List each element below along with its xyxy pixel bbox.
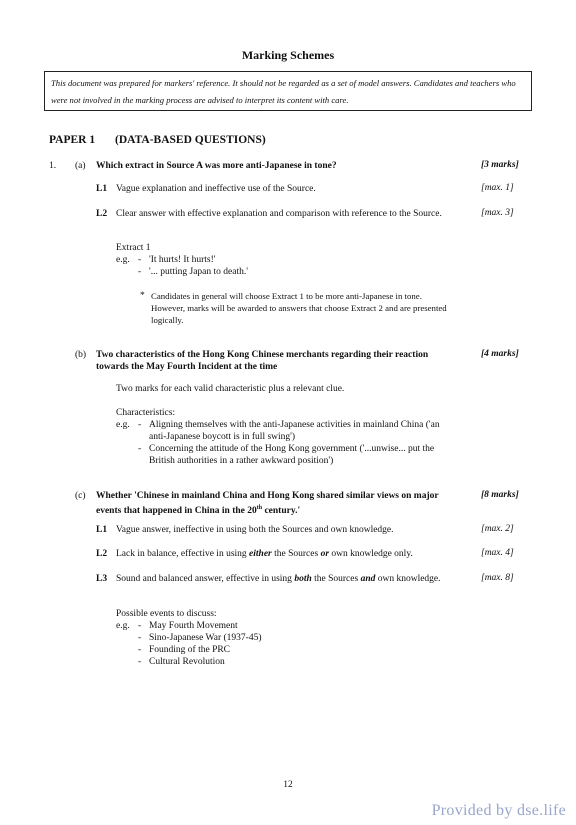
level-description: Sound and balanced answer, effective in using both the Sources and own knowledge. [116,574,441,584]
part-c-question [96,490,456,517]
event-item: Sino-Japanese War (1937-45) [149,633,262,643]
bullet-dash: - [138,255,142,265]
paper-subtitle: (DATA-BASED QUESTIONS) [115,134,266,146]
level-label: L2 [96,209,108,219]
marking-instruction: Two marks for each valid characteristic plus a relevant clue. [116,384,345,394]
level-label: L2 [96,549,108,559]
characteristic-item: Aligning themselves with the anti-Japanese activities in mainland China ('an anti-Japanese boycott is in full swing') [149,420,440,442]
level-description: Clear answer with effective explanation and comparison with reference to the Source. [116,209,442,219]
eg-label: e.g. [116,420,130,430]
characteristic-item: Concerning the attitude of the Hong Kong government ('...unwise... put the British authorities in a rather awkward position') [149,444,435,466]
disclaimer-box: This document was prepared for markers' reference. It should not be regarded as a set of model answers. Candidates and teachers who were not involved in the marking process are advised to interpret its content with care. [44,71,532,111]
example-item: '... putting Japan to death.' [149,267,248,277]
bullet-dash: - [138,633,142,643]
part-b-question: Two characteristics of the Hong Kong Chinese merchants regarding their reaction towards the May Fourth Incident at the time [96,350,429,372]
bullet-dash: - [138,645,142,655]
part-a-marks: [3 marks] [481,160,519,170]
level-marks: [max. 8] [481,573,514,583]
bullet-dash: - [138,267,142,277]
question-number: 1. [49,161,57,171]
event-item: May Fourth Movement [149,621,238,631]
part-c-question-text: Whether 'Chinese in mainland China and Hong Kong shared similar views on major events that happened in China in the 20 [96,491,439,517]
answer-heading: Extract 1 [116,243,151,253]
asterisk-icon: * [140,291,145,301]
part-a-question: Which extract in Source A was more anti-Japanese in tone? [96,161,337,171]
example-item: 'It hurts! It hurts!' [149,255,216,265]
part-c-marks: [8 marks] [481,490,519,500]
level-marks: [max. 1] [481,183,514,193]
part-b-label: (b) [75,350,87,360]
bullet-dash: - [138,420,142,430]
page-number: 12 [283,780,293,790]
events-heading: Possible events to discuss: [116,609,217,619]
part-c-question-end: century.' [262,506,301,517]
level-label: L1 [96,184,108,194]
watermark: Provided by dse.life [431,802,566,819]
level-description: Vague answer, ineffective in using both the Sources and own knowledge. [116,525,394,535]
eg-label: e.g. [116,255,130,265]
superscript: th [256,505,263,511]
level-label: L1 [96,525,108,535]
part-c-label: (c) [75,491,86,501]
level-description: Lack in balance, effective in using either the Sources or own knowledge only. [116,549,413,559]
page-title: Marking Schemes [241,48,335,62]
bullet-dash: - [138,444,142,454]
characteristics-heading: Characteristics: [116,408,176,418]
paper-label: PAPER 1 [49,134,96,146]
event-item: Cultural Revolution [149,657,225,667]
paper-heading [49,134,266,146]
level-label: L3 [96,574,108,584]
eg-label: e.g. [116,621,130,631]
bullet-dash: - [138,657,142,667]
bullet-dash: - [138,621,142,631]
level-marks: [max. 3] [481,208,514,218]
part-a-label: (a) [75,161,86,171]
level-description: Vague explanation and ineffective use of the Source. [116,184,316,194]
marking-note: Candidates in general will choose Extract 1 to be more anti-Japanese in tone. However, marks will be awarded to answers that choose Extract 2 and are presented logically. [151,291,447,325]
part-b-marks: [4 marks] [481,349,519,359]
event-item: Founding of the PRC [149,645,231,655]
level-marks: [max. 4] [481,548,514,558]
level-marks: [max. 2] [481,524,514,534]
